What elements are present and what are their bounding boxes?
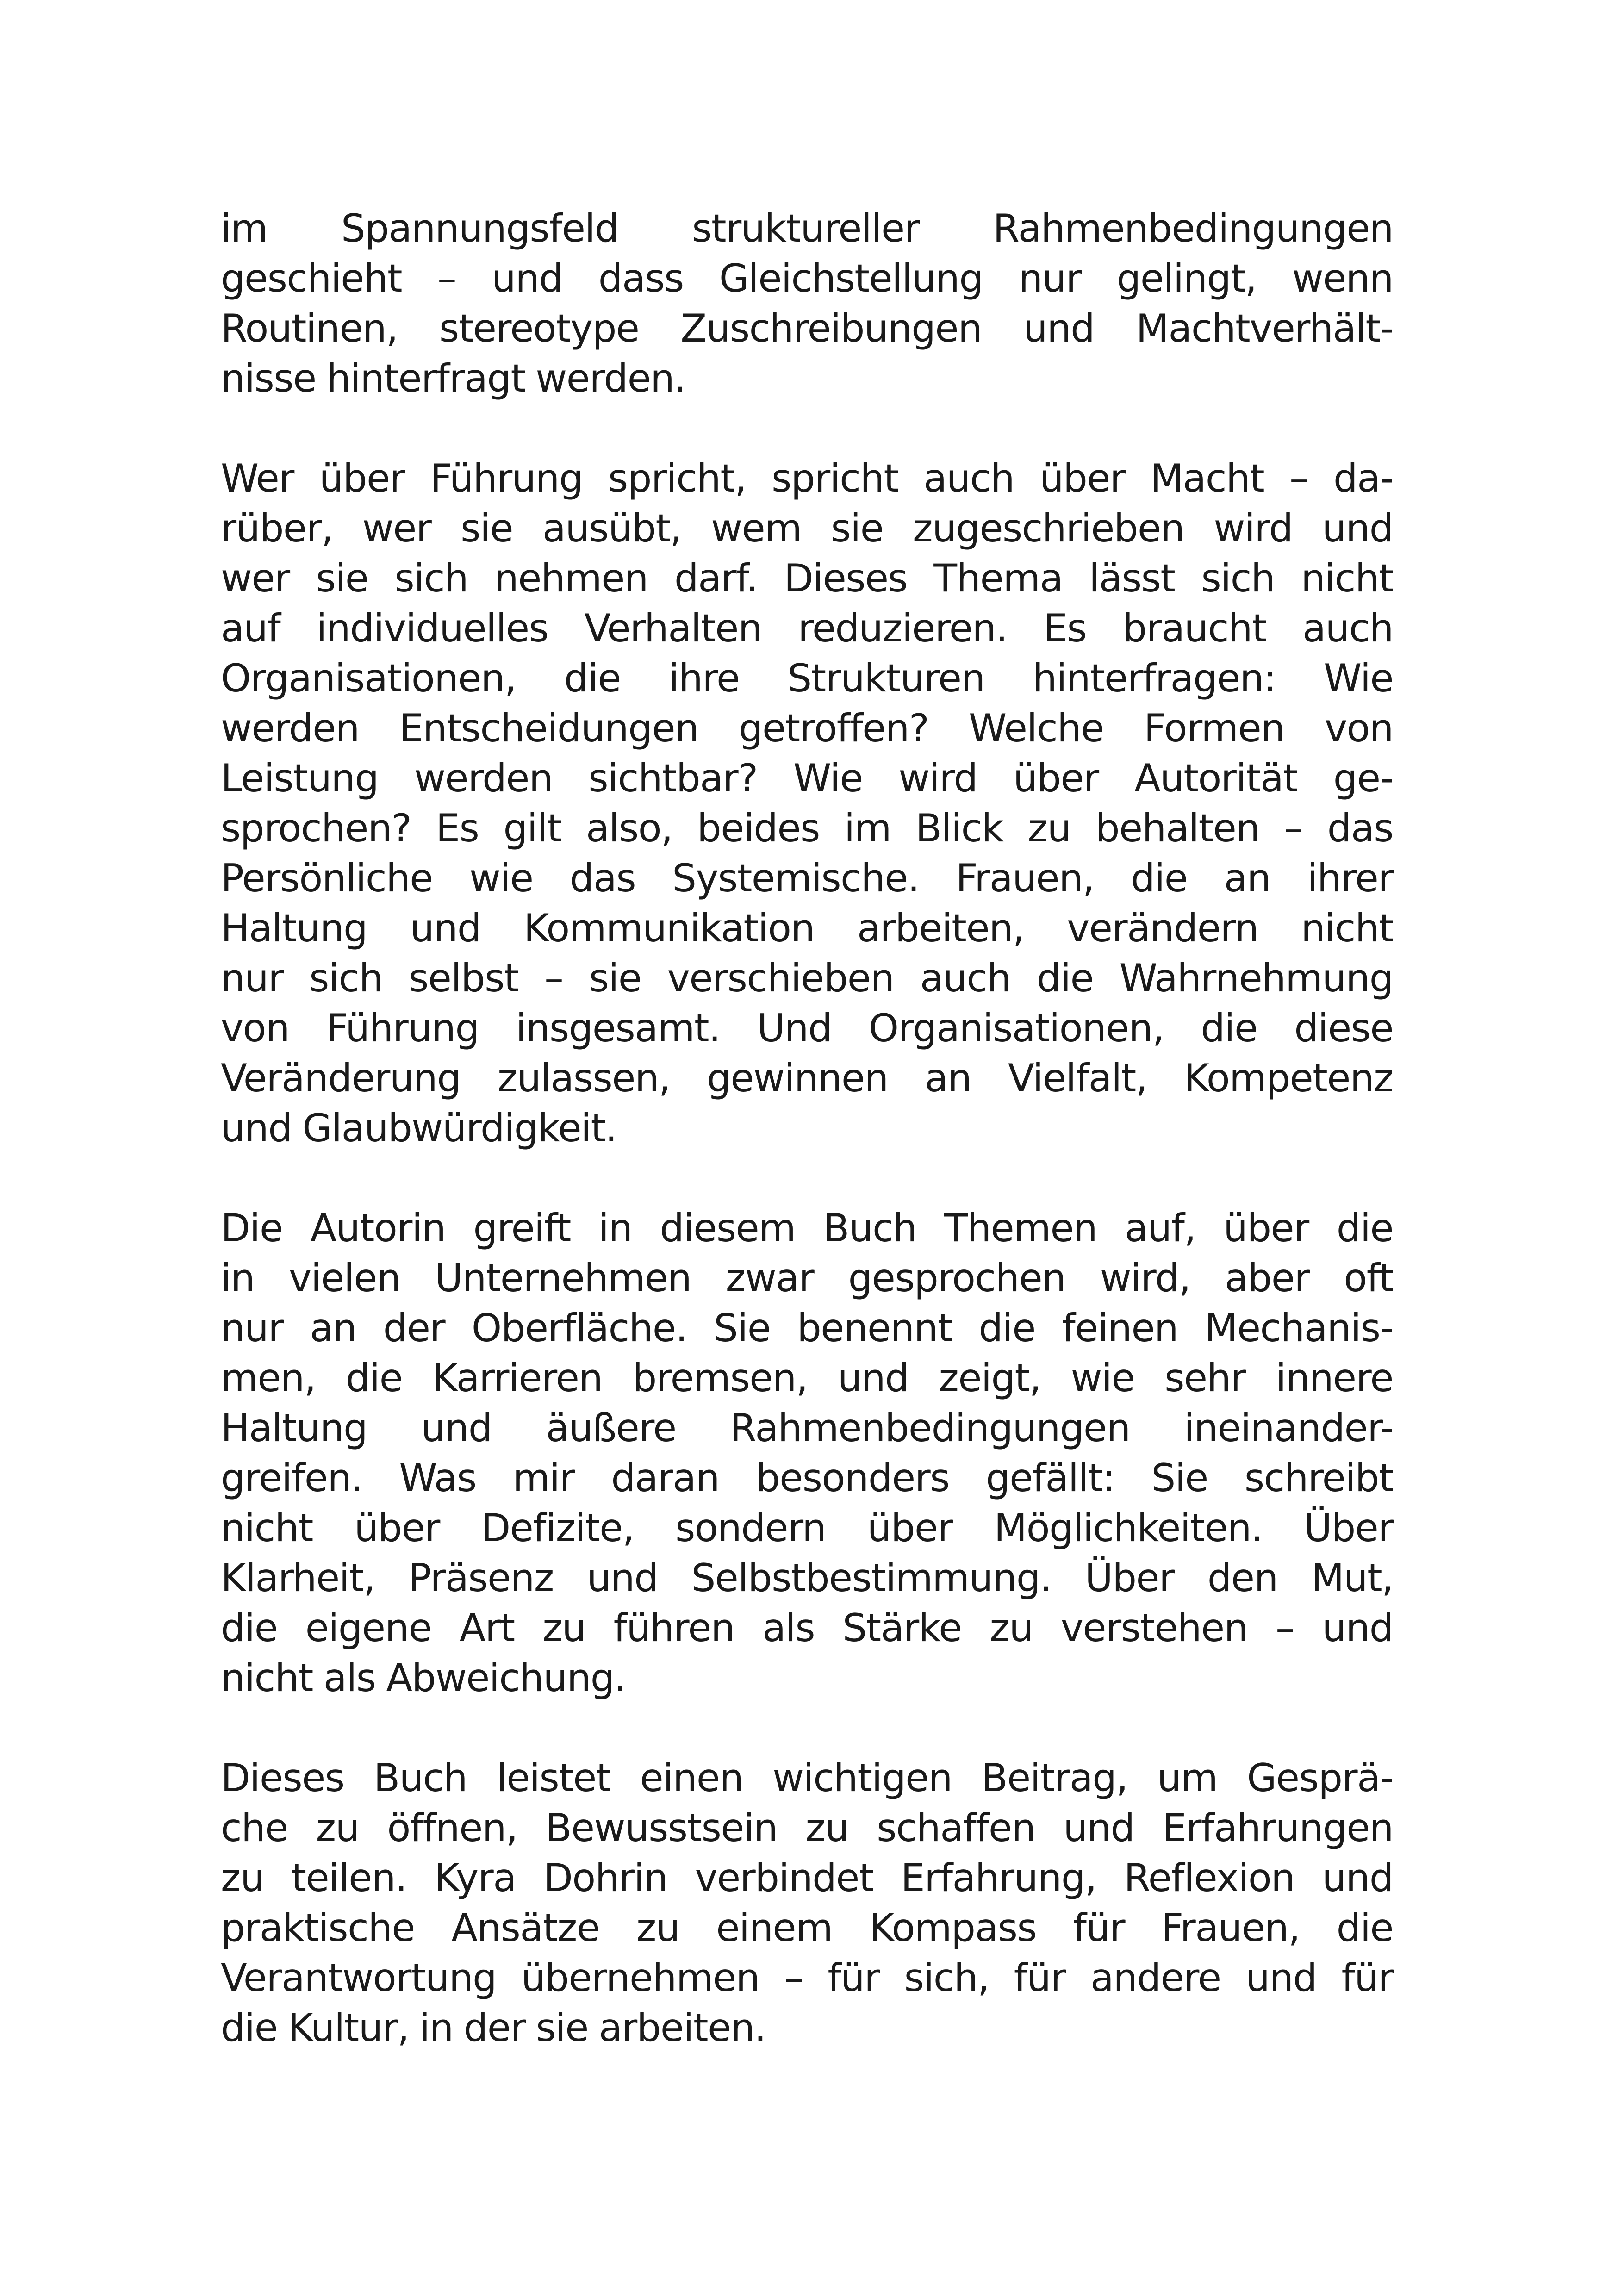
text-line: die Kultur, in der sie arbeiten. [221,2005,766,2050]
text-line: Wer über Führung spricht, spricht auch über Macht – da- [221,456,1393,501]
text-line: Die Autorin greift in diesem Buch Themen auf, über die [221,1206,1393,1251]
text-line: wer sie sich nehmen darf. Dieses Thema lässt sich nicht [221,556,1393,601]
text-line: Haltung und äußere Rahmenbedingungen ineinander- [221,1406,1393,1450]
text-line: nur an der Oberfläche. Sie benennt die feinen Mechanis- [221,1306,1393,1350]
text-line: nur sich selbst – sie verschieben auch die Wahrnehmung [221,956,1393,1001]
text-line: geschieht – und dass Gleichstellung nur gelingt, wenn [221,256,1393,301]
text-line: von Führung insgesamt. Und Organisationen, die diese [221,1006,1393,1051]
text-line: nicht über Defizite, sondern über Möglichkeiten. Über [221,1506,1393,1550]
text-line: im Spannungsfeld struktureller Rahmenbedingungen [221,206,1393,251]
text-line: che zu öffnen, Bewusstsein zu schaffen und Erfahrungen [221,1805,1393,1850]
text-line: men, die Karrieren bremsen, und zeigt, wie sehr innere [221,1356,1393,1400]
text-line: Verantwortung übernehmen – für sich, für andere und für [221,1955,1393,2000]
text-line: Dieses Buch leistet einen wichtigen Beitrag, um Gesprä- [221,1755,1393,1800]
text-line: in vielen Unternehmen zwar gesprochen wird, aber oft [221,1256,1393,1300]
text-line: praktische Ansätze zu einem Kompass für Frauen, die [221,1905,1393,1950]
text-line: Leistung werden sichtbar? Wie wird über Autorität ge- [221,756,1393,801]
text-line: Haltung und Kommunikation arbeiten, verändern nicht [221,906,1393,951]
text-line: werden Entscheidungen getroffen? Welche Formen von [221,706,1393,751]
text-line: auf individuelles Verhalten reduzieren. Es braucht auch [221,606,1393,651]
text-line: sprochen? Es gilt also, beides im Blick zu behalten – das [221,806,1393,851]
text-line: Veränderung zulassen, gewinnen an Vielfalt, Kompetenz [221,1056,1393,1101]
body-text [221,204,1393,2103]
text-line: nicht als Abweichung. [221,1655,626,1700]
text-line: nisse hinterfragt werden. [221,356,686,401]
text-line: Organisationen, die ihre Strukturen hinterfragen: Wie [221,656,1393,701]
paragraph [221,454,1393,1153]
text-line: Persönliche wie das Systemische. Frauen, die an ihrer [221,856,1393,901]
text-line: greifen. Was mir daran besonders gefällt: Sie schreibt [221,1456,1393,1500]
paragraph [221,1753,1393,2053]
text-line: und Glaubwürdigkeit. [221,1106,617,1151]
text-line: Routinen, stereotype Zuschreibungen und Machtverhält- [221,306,1393,351]
text-line: zu teilen. Kyra Dohrin verbindet Erfahrung, Reflexion und [221,1855,1393,1900]
paragraph [221,204,1393,404]
text-line: die eigene Art zu führen als Stärke zu verstehen – und [221,1605,1393,1650]
text-line: Klarheit, Präsenz und Selbstbestimmung. Über den Mut, [221,1556,1393,1600]
text-line: rüber, wer sie ausübt, wem sie zugeschrieben wird und [221,506,1393,551]
paragraph [221,1203,1393,1703]
